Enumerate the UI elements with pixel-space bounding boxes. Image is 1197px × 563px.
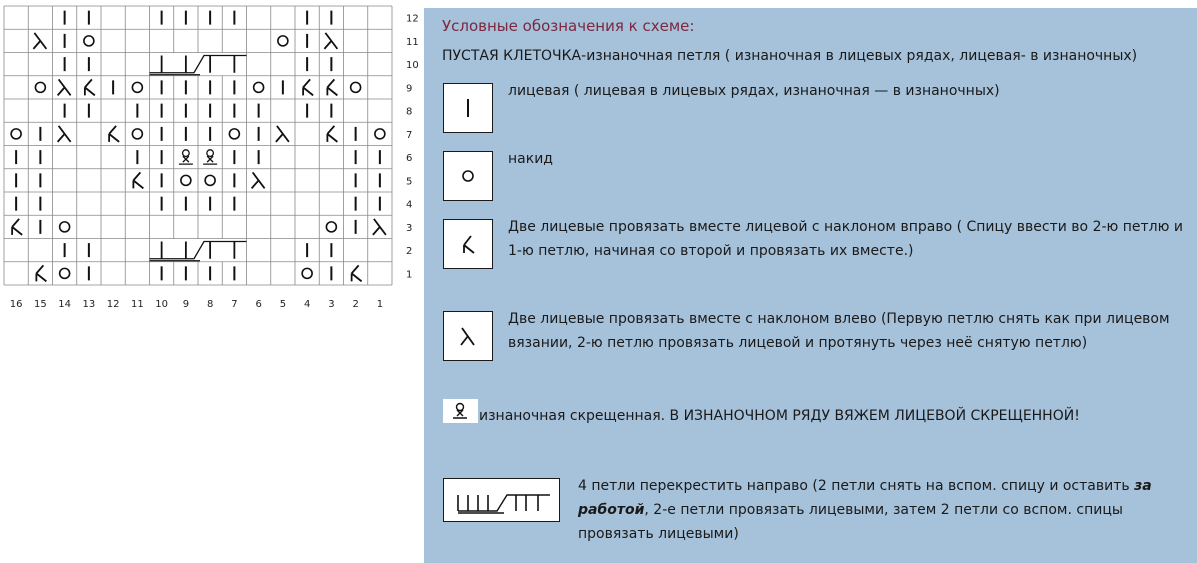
column-label: 13 <box>82 299 96 310</box>
cable-symbol-box <box>443 478 560 522</box>
legend-panel <box>424 8 1197 563</box>
k2tog-right-mark <box>352 265 362 281</box>
yarn-over-mark <box>60 268 70 278</box>
knit-symbol-box <box>443 83 493 133</box>
row-label: 8 <box>406 106 413 118</box>
k2tog-right-mark <box>133 172 143 188</box>
column-label: 10 <box>155 299 168 310</box>
row-label: 3 <box>406 222 413 234</box>
knitting-chart <box>0 0 424 320</box>
legend-cable-line1 <box>578 474 1152 498</box>
k2tog-left-mark <box>58 126 71 142</box>
cable-crossing-mark <box>150 53 247 75</box>
k2tog-right-mark <box>36 265 46 281</box>
legend-yarn-over: накид <box>508 151 553 167</box>
yarn-over-mark <box>60 222 70 232</box>
legend-k2tog-left-line1: Две лицевые провязать вместе с наклоном влево (Первую петлю снять как при лицевом <box>508 311 1170 327</box>
chart-symbols <box>11 11 386 282</box>
yarn-over-mark <box>84 36 94 46</box>
purl-twisted-symbol-box <box>443 399 478 423</box>
yarn-over-mark <box>132 129 142 139</box>
column-label: 7 <box>231 299 238 310</box>
k2tog-left-mark <box>324 33 337 49</box>
legend-purl-twisted: изнаночная скрещенная. В ИЗНАНОЧНОМ РЯДУ ВЯЖЕМ ЛИЦЕВОЙ СКРЕЩЕННОЙ! <box>479 408 1080 424</box>
yarn-over-mark <box>11 129 21 139</box>
yarn-over-mark <box>132 82 142 92</box>
row-label: 6 <box>406 153 413 165</box>
cable-icon <box>444 479 559 521</box>
k2tog-left-mark <box>373 219 386 235</box>
legend-cable-text-1a: 4 петли перекрестить направо (2 петли снять на вспом. спицу и оставить <box>578 478 1135 494</box>
k2tog-left-mark <box>33 33 46 49</box>
column-label: 4 <box>303 299 311 310</box>
row-label: 2 <box>406 246 413 258</box>
yarn-over-mark <box>254 82 264 92</box>
k2tog-left-mark <box>276 126 289 142</box>
yarn-over-mark <box>375 129 385 139</box>
purl-twisted-mark <box>203 150 217 164</box>
yarn-over-mark <box>205 175 215 185</box>
k2tog-right-icon <box>444 220 492 268</box>
purl-twisted-icon <box>443 399 478 423</box>
column-label: 14 <box>58 299 71 310</box>
row-labels <box>406 14 419 281</box>
k2tog-right-mark <box>85 79 95 95</box>
column-label: 15 <box>34 299 47 310</box>
yarn-over-icon <box>444 152 492 200</box>
k2tog-left-mark <box>58 79 71 95</box>
yarn-over-mark <box>326 222 336 232</box>
k2tog-left-icon <box>444 312 492 360</box>
legend-title: Условные обозначения к схеме: <box>442 17 695 35</box>
yarn-over-mark <box>278 36 288 46</box>
legend-knit: лицевая ( лицевая в лицевых рядах, изнаночная — в изнаночных) <box>508 83 1000 99</box>
legend-cable-text-2a: работой <box>578 502 645 518</box>
legend-cable-text-1b: за <box>1134 478 1152 494</box>
k2tog-right-mark <box>327 79 337 95</box>
column-label: 1 <box>376 299 384 310</box>
row-label: 12 <box>406 13 419 25</box>
yarn-over-symbol-box <box>443 151 493 201</box>
k2tog-left-mark <box>252 172 265 188</box>
legend-cable-text-2b: , 2-е петли провязать лицевыми, затем 2 петли со вспом. спицы <box>644 502 1123 518</box>
k2tog-left-symbol-box <box>443 311 493 361</box>
column-label: 2 <box>352 299 359 310</box>
yarn-over-mark <box>351 82 361 92</box>
row-label: 11 <box>406 36 419 48</box>
cable-crossing-mark <box>150 239 247 261</box>
yarn-over-mark <box>302 268 312 278</box>
column-label: 12 <box>106 299 120 310</box>
knit-icon <box>444 84 492 132</box>
legend-cable-line2 <box>578 498 1123 522</box>
row-label: 1 <box>406 269 413 281</box>
column-label: 3 <box>328 299 335 310</box>
purl-twisted-mark <box>179 150 193 164</box>
legend-empty-cell: ПУСТАЯ КЛЕТОЧКА-изнаночная петля ( изнаночная в лицевых рядах, лицевая- в изнаночных) <box>442 48 1138 64</box>
row-label: 9 <box>406 83 413 95</box>
row-label: 4 <box>406 199 413 211</box>
column-label: 8 <box>206 299 214 310</box>
column-label: 6 <box>255 299 262 310</box>
k2tog-right-symbol-box <box>443 219 493 269</box>
k2tog-right-mark <box>109 126 119 142</box>
yarn-over-mark <box>35 82 45 92</box>
row-label: 7 <box>406 129 413 141</box>
column-label: 16 <box>9 299 23 310</box>
legend-k2tog-left-line2: вязании, 2-ю петлю провязать лицевой и протянуть через неё снятую петлю) <box>508 335 1088 351</box>
k2tog-right-mark <box>327 126 337 142</box>
row-label: 10 <box>406 60 419 72</box>
legend-k2tog-right-line1: Две лицевые провязать вместе лицевой с наклоном вправо ( Спицу ввести во 2-ю петлю и <box>508 219 1183 235</box>
yarn-over-mark <box>229 129 239 139</box>
row-label: 5 <box>406 176 413 188</box>
legend-k2tog-right-line2: 1-ю петлю, начиная со второй и провязать их вместе.) <box>508 243 914 259</box>
column-label: 9 <box>182 299 190 310</box>
k2tog-right-mark <box>12 219 22 235</box>
column-labels <box>10 299 383 310</box>
column-label: 5 <box>279 299 287 310</box>
yarn-over-mark <box>181 175 191 185</box>
k2tog-right-mark <box>303 79 313 95</box>
column-label: 11 <box>131 299 144 310</box>
legend-cable-line3: провязать лицевыми) <box>578 526 739 542</box>
